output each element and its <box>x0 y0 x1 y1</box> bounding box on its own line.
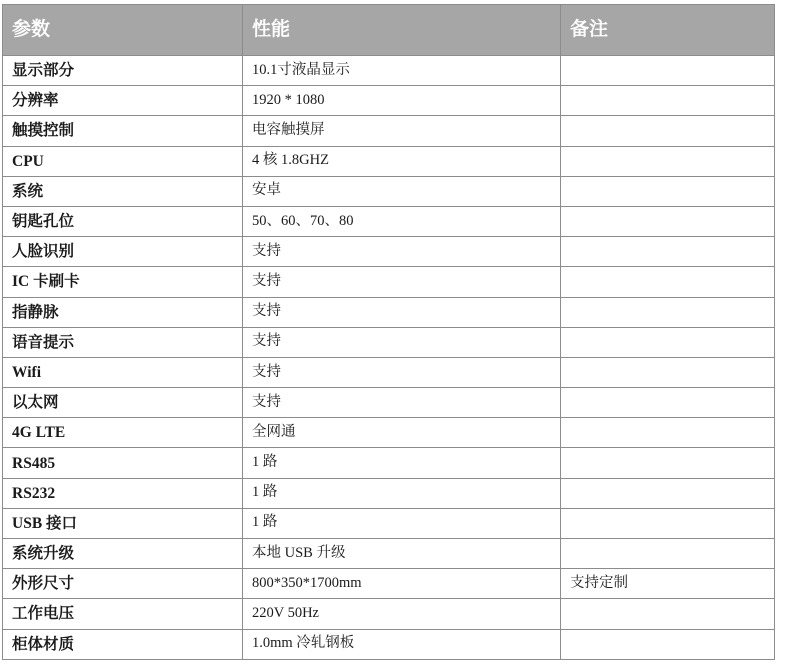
cell-parameter: 以太网 <box>3 388 243 418</box>
cell-parameter: 语音提示 <box>3 327 243 357</box>
column-header-performance: 性能 <box>243 5 561 56</box>
cell-parameter: RS485 <box>3 448 243 478</box>
table-row <box>3 478 775 508</box>
table-row <box>3 176 775 206</box>
cell-parameter: 系统升级 <box>3 539 243 569</box>
cell-remark <box>561 206 775 236</box>
table-row <box>3 206 775 236</box>
cell-remark <box>561 146 775 176</box>
specification-table <box>2 4 775 660</box>
cell-parameter: 分辨率 <box>3 86 243 116</box>
cell-parameter: 外形尺寸 <box>3 569 243 599</box>
table-row <box>3 599 775 629</box>
table-row <box>3 448 775 478</box>
cell-remark <box>561 86 775 116</box>
cell-performance: 50、60、70、80 <box>243 206 561 236</box>
table-row <box>3 146 775 176</box>
table-row <box>3 237 775 267</box>
cell-performance: 10.1寸液晶显示 <box>243 56 561 86</box>
cell-performance: 电容触摸屏 <box>243 116 561 146</box>
table-row <box>3 418 775 448</box>
table-body <box>3 56 775 660</box>
table-row <box>3 569 775 599</box>
cell-remark <box>561 629 775 659</box>
cell-remark <box>561 297 775 327</box>
cell-remark <box>561 599 775 629</box>
table-row <box>3 267 775 297</box>
cell-performance: 支持 <box>243 327 561 357</box>
cell-parameter: 显示部分 <box>3 56 243 86</box>
table-row <box>3 539 775 569</box>
table-row <box>3 297 775 327</box>
cell-remark <box>561 267 775 297</box>
cell-parameter: 4G LTE <box>3 418 243 448</box>
cell-performance: 支持 <box>243 237 561 267</box>
cell-remark <box>561 176 775 206</box>
cell-performance: 本地 USB 升级 <box>243 539 561 569</box>
cell-performance: 800*350*1700mm <box>243 569 561 599</box>
table-header-row <box>3 5 775 56</box>
cell-performance: 支持 <box>243 267 561 297</box>
cell-performance: 1 路 <box>243 478 561 508</box>
cell-remark <box>561 388 775 418</box>
cell-parameter: 人脸识别 <box>3 237 243 267</box>
cell-remark <box>561 539 775 569</box>
cell-parameter: CPU <box>3 146 243 176</box>
cell-remark <box>561 357 775 387</box>
table-header <box>3 5 775 56</box>
cell-remark <box>561 478 775 508</box>
cell-performance: 4 核 1.8GHZ <box>243 146 561 176</box>
cell-performance: 安卓 <box>243 176 561 206</box>
cell-remark <box>561 448 775 478</box>
cell-parameter: 触摸控制 <box>3 116 243 146</box>
cell-performance: 220V 50Hz <box>243 599 561 629</box>
cell-parameter: IC 卡刷卡 <box>3 267 243 297</box>
cell-remark <box>561 237 775 267</box>
cell-parameter: 柜体材质 <box>3 629 243 659</box>
cell-parameter: 系统 <box>3 176 243 206</box>
cell-parameter: Wifi <box>3 357 243 387</box>
column-header-remark: 备注 <box>561 5 775 56</box>
cell-parameter: 钥匙孔位 <box>3 206 243 236</box>
cell-performance: 1 路 <box>243 448 561 478</box>
table-row <box>3 388 775 418</box>
cell-remark <box>561 418 775 448</box>
cell-parameter: RS232 <box>3 478 243 508</box>
cell-performance: 全网通 <box>243 418 561 448</box>
cell-performance: 1.0mm 冷轧钢板 <box>243 629 561 659</box>
cell-performance: 支持 <box>243 357 561 387</box>
column-header-parameter: 参数 <box>3 5 243 56</box>
cell-parameter: 工作电压 <box>3 599 243 629</box>
cell-parameter: USB 接口 <box>3 508 243 538</box>
cell-performance: 1 路 <box>243 508 561 538</box>
cell-remark <box>561 327 775 357</box>
table-row <box>3 508 775 538</box>
cell-remark <box>561 56 775 86</box>
cell-parameter: 指静脉 <box>3 297 243 327</box>
table-row <box>3 86 775 116</box>
cell-performance: 支持 <box>243 388 561 418</box>
cell-remark <box>561 508 775 538</box>
table-row <box>3 56 775 86</box>
cell-remark: 支持定制 <box>561 569 775 599</box>
table-row <box>3 357 775 387</box>
cell-remark <box>561 116 775 146</box>
cell-performance: 1920 * 1080 <box>243 86 561 116</box>
table-row <box>3 629 775 659</box>
table-row <box>3 327 775 357</box>
cell-performance: 支持 <box>243 297 561 327</box>
table-row <box>3 116 775 146</box>
